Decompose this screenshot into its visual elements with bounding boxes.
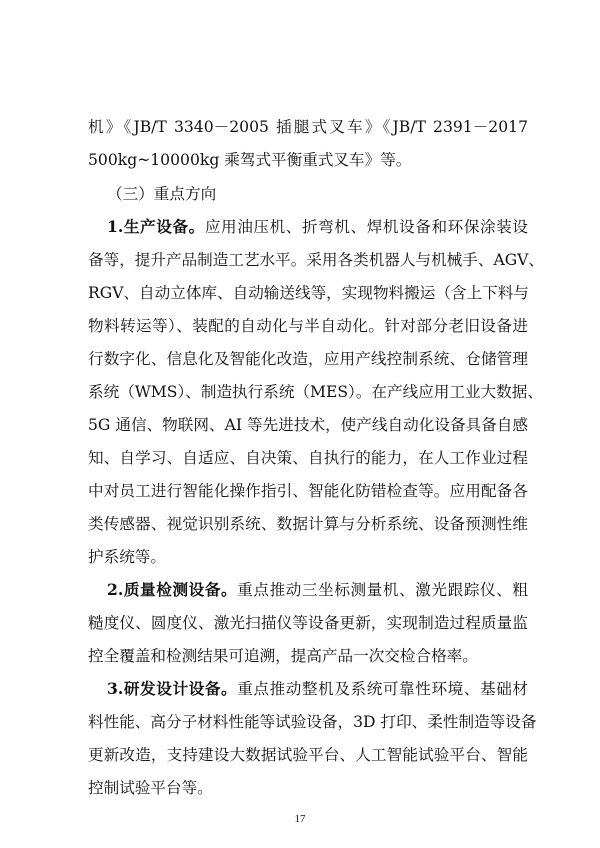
paragraph-line: 控全覆盖和检测结果可追溯，提高产品一次交检合格率。 bbox=[88, 647, 478, 665]
paragraph-line: 护系统等。 bbox=[88, 548, 166, 566]
paragraph-lead: 2.质量检测设备。 bbox=[107, 580, 238, 599]
page-number: 17 bbox=[294, 813, 306, 825]
section-heading: （三）重点方向 bbox=[107, 185, 217, 203]
paragraph-lead: 1.生产设备。 bbox=[107, 217, 205, 236]
paragraph-quality-inspection-line-1 bbox=[107, 580, 528, 600]
continuation-line-1: 机》《JB/T 3340－2005 插腿式叉车》《JB/T 2391－2017 bbox=[88, 118, 528, 136]
paragraph-line: 备等，提升产品制造工艺水平。采用各类机器人与机械手、AGV、 bbox=[88, 251, 545, 269]
paragraph-lead: 3.研发设计设备。 bbox=[107, 679, 238, 698]
paragraph-text: 重点推动三坐标测量机、激光跟踪仪、粗 bbox=[237, 581, 528, 599]
paragraph-production-equipment-line-1 bbox=[107, 217, 528, 237]
paragraph-text: 重点推动整机及系统可靠性环境、基础材 bbox=[237, 680, 528, 698]
paragraph-rd-design-line-1 bbox=[107, 679, 528, 699]
paragraph-line: 知、自学习、自适应、自决策、自执行的能力，在人工作业过程 bbox=[88, 449, 528, 467]
paragraph-line: 类传感器、视觉识别系统、数据计算与分析系统、设备预测性维 bbox=[88, 515, 528, 533]
continuation-line-2: 500kg~10000kg 乘驾式平衡重式叉车》等。 bbox=[88, 151, 412, 169]
paragraph-line: 更新改造，支持建设大数据试验平台、人工智能试验平台、智能 bbox=[88, 746, 528, 764]
paragraph-line: 糙度仪、圆度仪、激光扫描仪等设备更新，实现制造过程质量监 bbox=[88, 614, 528, 632]
paragraph-line: 系统（WMS）、制造执行系统（MES）。在产线应用工业大数据、 bbox=[88, 383, 543, 401]
paragraph-line: 5G 通信、物联网、AI 等先进技术，使产线自动化设备具备自感 bbox=[88, 416, 528, 434]
paragraph-line: 料性能、高分子材料性能等试验设备，3D 打印、柔性制造等设备 bbox=[88, 713, 537, 731]
paragraph-line: 中对员工进行智能化操作指引、智能化防错检查等。应用配备各 bbox=[88, 482, 528, 500]
paragraph-text: 应用油压机、折弯机、焊机设备和环保涂装设 bbox=[204, 218, 528, 236]
paragraph-line: 控制试验平台等。 bbox=[88, 779, 213, 797]
paragraph-line: 物料转运等）、装配的自动化与半自动化。针对部分老旧设备进 bbox=[88, 317, 528, 335]
paragraph-line: 行数字化、信息化及智能化改造，应用产线控制系统、仓储管理 bbox=[88, 350, 528, 368]
paragraph-line: RGV、自动立体库、自动输送线等，实现物料搬运（含上下料与 bbox=[88, 284, 529, 302]
